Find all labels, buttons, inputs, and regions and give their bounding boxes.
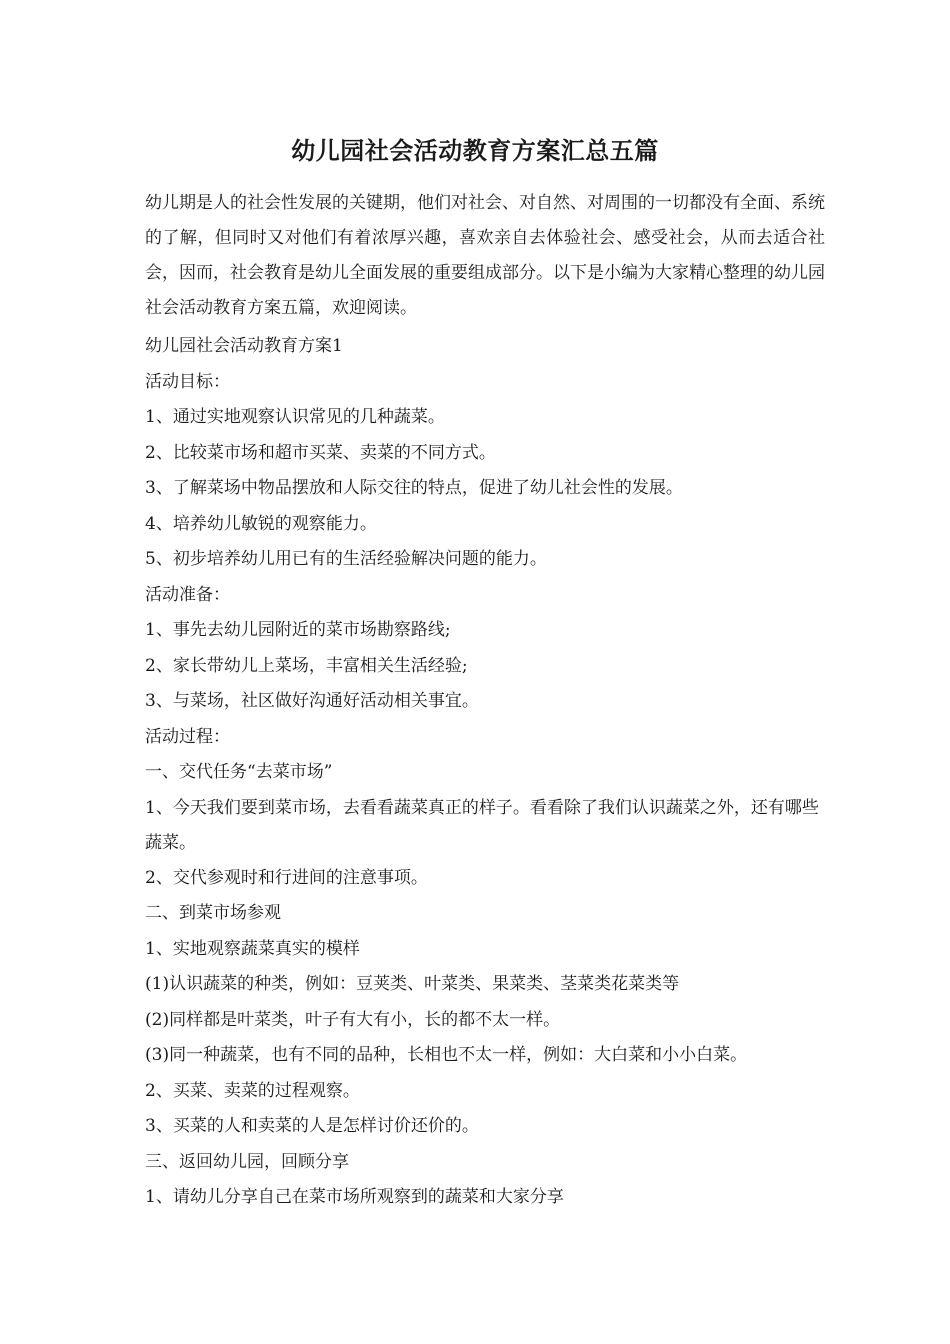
goal-item: 5、初步培养幼儿用已有的生活经验解决问题的能力。 <box>145 549 547 569</box>
goal-item: 3、了解菜场中物品摆放和人际交往的特点，促进了幼儿社会性的发展。 <box>145 478 683 498</box>
process-item: 3、买菜的人和卖菜的人是怎样讨价还价的。 <box>145 1116 479 1136</box>
section-heading-plan-1: 幼儿园社会活动教育方案1 <box>145 336 343 356</box>
intro-text: 幼儿期是人的社会性发展的关键期，他们对社会、对自然、对周围的一切都没有全面、系统的了解，但同时又对他们有着浓厚兴趣，喜欢亲自去体验社会、感受社会，从而去适合社会，因而，社会教育是幼儿全面发展的重要组成部分。以下是小编为大家精心整理的幼儿园社会活动教育方案五篇，欢迎阅读。 <box>145 193 825 318</box>
process-item: 1、请幼儿分享自己在菜市场所观察到的蔬菜和大家分享 <box>145 1187 564 1207</box>
heading-activity-process: 活动过程： <box>145 726 230 747</box>
process-item: 2、买菜、卖菜的过程观察。 <box>145 1080 360 1101</box>
process-subitem: (1)认识蔬菜的种类，例如：豆荚类、叶菜类、果菜类、茎菜类花菜类等 <box>145 974 680 994</box>
document-title: 幼儿园社会活动教育方案汇总五篇 <box>291 136 659 165</box>
goal-item: 2、比较菜市场和超市买菜、卖菜的不同方式。 <box>145 442 496 463</box>
process-item: 1、实地观察蔬菜真实的模样 <box>145 938 360 959</box>
preparation-item: 3、与菜场，社区做好沟通好活动相关事宜。 <box>145 691 479 711</box>
document-body <box>145 329 825 1216</box>
goal-item: 4、培养幼儿敏锐的观察能力。 <box>145 513 377 534</box>
process-item-wrapped: 1、今天我们要到菜市场，去看看蔬菜真正的样子。看看除了我们认识蔬菜之外，还有哪些蔬菜。 <box>145 797 819 853</box>
preparation-item: 1、事先去幼儿园附近的菜市场勘察路线; <box>145 620 451 640</box>
intro-paragraph <box>145 186 825 326</box>
process-subitem: (2)同样都是叶菜类，叶子有大有小，长的都不太一样。 <box>145 1009 561 1030</box>
process-subitem: (3)同一种蔬菜，也有不同的品种，长相也不太一样，例如：大白菜和小小白菜。 <box>145 1045 748 1065</box>
heading-activity-preparation: 活动准备： <box>145 584 230 605</box>
goal-item: 1、通过实地观察认识常见的几种蔬菜。 <box>145 407 445 427</box>
process-step-heading: 二、到菜市场参观 <box>145 903 281 923</box>
preparation-item: 2、家长带幼儿上菜场，丰富相关生活经验; <box>145 655 468 676</box>
heading-activity-goals: 活动目标： <box>145 371 230 392</box>
process-step-heading: 一、交代任务“去菜市场” <box>145 762 333 782</box>
process-step-heading: 三、返回幼儿园，回顾分享 <box>145 1151 349 1172</box>
process-item: 2、交代参观时和行进间的注意事项。 <box>145 867 428 888</box>
